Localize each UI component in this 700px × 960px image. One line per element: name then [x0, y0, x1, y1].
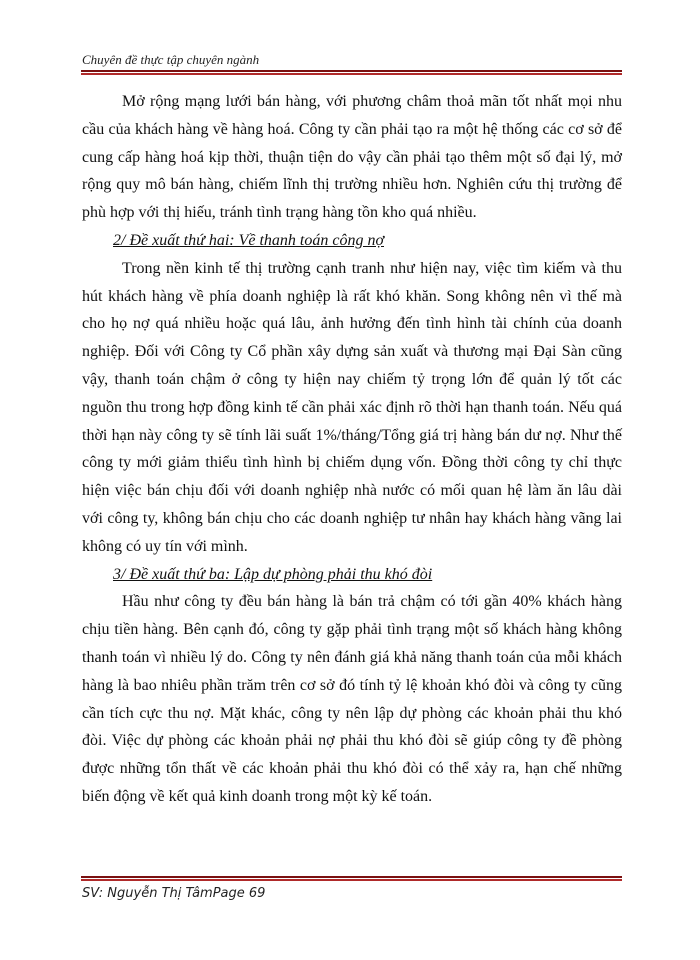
- document-body: [82, 88, 622, 811]
- section-heading-3: 3/ Đề xuất thứ ba: Lập dự phòng phải thu khó đòi: [113, 565, 433, 583]
- footer-divider: [81, 876, 622, 881]
- paragraph-3: Hầu như công ty đều bán hàng là bán trả chậm có tới gần 40% khách hàng chịu tiền hàng. Bên cạnh đó, công ty gặp phải tình trạng một số khách hàng không thanh toán vì nhiều lý do. Công ty nên đánh giá khả năng thanh toán của mỗi khách hàng là bao nhiêu phần trăm trên cơ sở đó tính tỷ lệ khoản khó đòi và công ty cũng cần tích cực thu nợ. Mặt khác, công ty nên lập dự phòng các khoản phải thu khó đòi. Việc dự phòng các khoản phải nợ phải thu khó đòi sẽ giúp công ty đề phòng được những tổn thất về các khoản phải thu khó đòi có thể xảy ra, hạn chế những biến động về kết quả kinh doanh trong một kỳ kế toán.: [82, 593, 622, 805]
- header-divider: [81, 70, 622, 75]
- section-heading-2: 2/ Đề xuất thứ hai: Về thanh toán công nợ: [113, 231, 384, 249]
- paragraph-2: Trong nền kinh tế thị trường cạnh tranh như hiện nay, việc tìm kiếm và thu hút khách hàng về phía doanh nghiệp là rất khó khăn. Song không nên vì thế mà cho họ nợ quá nhiều hoặc quá lâu, ảnh hưởng đến tình hình tài chính của doanh nghiệp. Đối với Công ty Cổ phần xây dựng sản xuất và thương mại Đại Sàn cũng vậy, thanh toán chậm ở công ty hiện nay chiếm tỷ trọng lớn để quản lý tốt các nguồn thu trong hợp đồng kinh tế cần phải xác định rõ thời hạn thanh toán. Nếu quá thời hạn này công ty sẽ tính lãi suất 1%/tháng/Tổng giá trị hàng bán dư nợ. Như thế công ty mới giảm thiểu tình hình bị chiếm dụng vốn. Đồng thời công ty chỉ thực hiện việc bán chịu đối với doanh nghiệp nhà nước có mối quan hệ làm ăn lâu dài với công ty, không bán chịu cho các doanh nghiệp tư nhân hay khách hàng vãng lai không có uy tín với mình.: [82, 259, 622, 555]
- paragraph-1: Mở rộng mạng lưới bán hàng, với phương châm thoả mãn tốt nhất mọi nhu cầu của khách hàng về hàng hoá. Công ty cần phải tạo ra một hệ thống các cơ sở để cung cấp hàng hoá kịp thời, thuận tiện do vậy cần phải tạo thêm một số đại lý, mở rộng quy mô bán hàng, chiếm lĩnh thị trường nhiều hơn. Nghiên cứu thị trường để phù hợp với thị hiếu, tránh tình trạng hàng tồn kho quá nhiều.: [82, 93, 622, 222]
- page-footer: SV: Nguyễn Thị TâmPage 69: [82, 886, 266, 901]
- page-header: Chuyên đề thực tập chuyên ngành: [82, 52, 260, 67]
